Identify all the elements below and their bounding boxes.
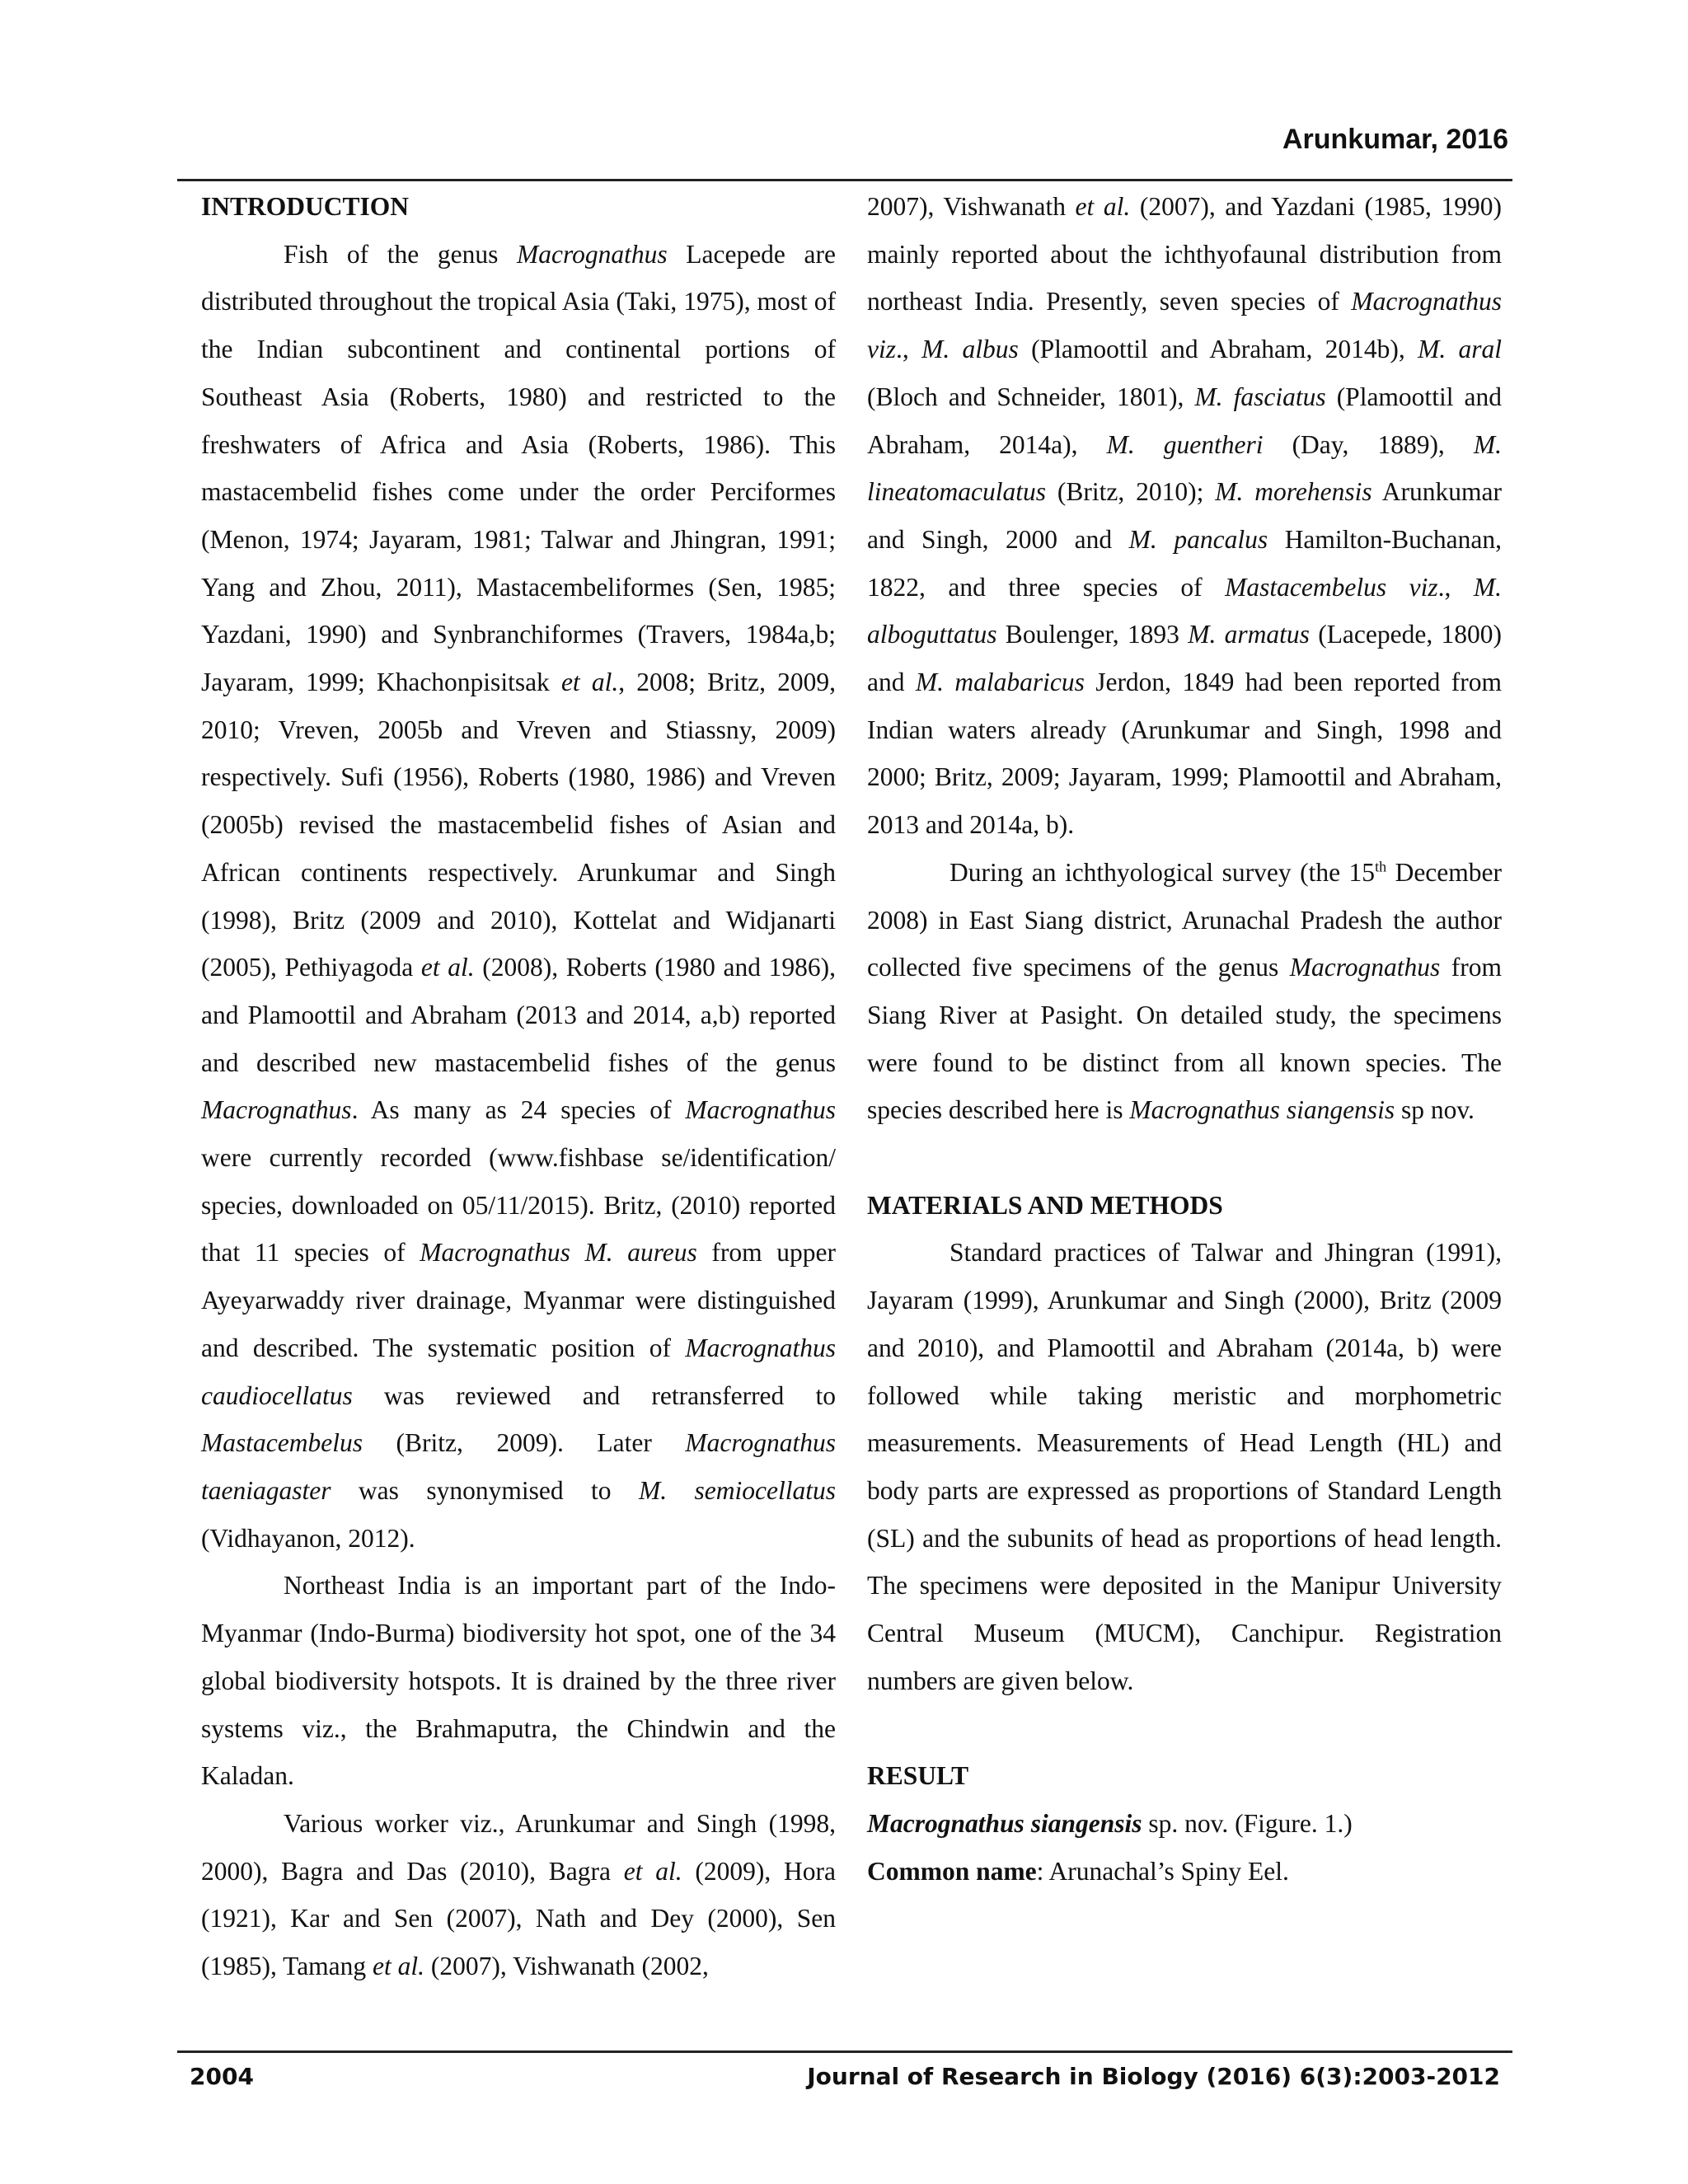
intro-paragraph-4: During an ichthyological survey (the 15th December 2008) in East Siang district, Arunachal Pradesh the author collected five specimens of the genus Macrognathus from Siang River at Pasight. On detailed study, the specimens were found to be distinct from all known species. The species described here is Macrognathus siangensis sp nov.	[867, 857, 1502, 1125]
footer-rule	[177, 2050, 1512, 2053]
section-spacer	[867, 1704, 1502, 1752]
right-column	[867, 183, 1502, 1895]
materials-methods-heading: MATERIALS AND METHODS	[867, 1190, 1223, 1220]
header-rule	[177, 179, 1512, 181]
result-common-name-line: Common name: Arunachal’s Spiny Eel.	[867, 1856, 1289, 1886]
intro-paragraph-3: Various worker viz., Arunkumar and Singh (1998, 2000), Bagra and Das (2010), Bagra et al. (2009), Hora (1921), Kar and Sen (2007), Nath and Dey (2000), Sen (1985), Tamang et al. (2007), Vishwanath (2002,	[201, 1808, 836, 1981]
journal-citation: Journal of Research in Biology (2016) 6(3):2003-2012	[807, 2063, 1500, 2090]
section-spacer	[867, 1134, 1502, 1182]
result-heading: RESULT	[867, 1761, 969, 1791]
intro-paragraph-2: Northeast India is an important part of the Indo-Myanmar (Indo-Burma) biodiversity hot spot, one of the 34 global biodiversity hotspots. It is drained by the three river systems viz., the Brahmaputra, the Chindwin and the Kaladan.	[201, 1571, 836, 1791]
running-header-author: Arunkumar, 2016	[1282, 124, 1508, 155]
result-species-line: Macrognathus siangensis sp. nov. (Figure. 1.)	[867, 1808, 1353, 1838]
methods-paragraph: Standard practices of Talwar and Jhingran (1991), Jayaram (1999), Arunkumar and Singh (2000), Britz (2009 and 2010), and Plamoottil and Abraham (2014a, b) were followed while taking meristic and morphometric measurements. Measurements of Head Length (HL) and body parts are expressed as proportions of Standard Length (SL) and the subunits of head as proportions of head length. The specimens were deposited in the Manipur University Central Museum (MUCM), Canchipur. Registration numbers are given below.	[867, 1238, 1502, 1695]
introduction-heading: INTRODUCTION	[201, 192, 410, 221]
intro-paragraph-3-continued: 2007), Vishwanath et al. (2007), and Yazdani (1985, 1990) mainly reported about the ichthyofaunal distribution from northeast India. Presently, seven species of Macrognathus viz., M. albus (Plamoottil and Abraham, 2014b), M. aral (Bloch and Schneider, 1801), M. fasciatus (Plamoottil and Abraham, 2014a), M. guentheri (Day, 1889), M. lineatomaculatus (Britz, 2010); M. morehensis Arunkumar and Singh, 2000 and M. pancalus Hamilton-Buchanan, 1822, and three species of Mastacembelus viz., M. alboguttatus Boulenger, 1893 M. armatus (Lacepede, 1800) and M. malabaricus Jerdon, 1849 had been reported from Indian waters already (Arunkumar and Singh, 1998 and 2000; Britz, 2009; Jayaram, 1999; Plamoottil and Abraham, 2013 and 2014a, b).	[867, 192, 1503, 840]
left-column	[201, 183, 836, 1990]
page-number: 2004	[190, 2063, 254, 2090]
intro-paragraph-1: Fish of the genus Macrognathus Lacepede are distributed throughout the tropical Asia (Taki, 1975), most of the Indian subcontinent and continental portions of Southeast Asia (Roberts, 1980) and restricted to the freshwaters of Africa and Asia (Roberts, 1986). This mastacembelid fishes come under the order Perciformes (Menon, 1974; Jayaram, 1981; Talwar and Jhingran, 1991; Yang and Zhou, 2011), Mastacembeliformes (Sen, 1985; Yazdani, 1990) and Synbranchiformes (Travers, 1984a,b; Jayaram, 1999; Khachonpisitsak et al., 2008; Britz, 2009, 2010; Vreven, 2005b and Vreven and Stiassny, 2009) respectively. Sufi (1956), Roberts (1980, 1986) and Vreven (2005b) revised the mastacembelid fishes of Asian and African continents respectively. Arunkumar and Singh (1998), Britz (2009 and 2010), Kottelat and Widjanarti (2005), Pethiyagoda et al. (2008), Roberts (1980 and 1986), and Plamoottil and Abraham (2013 and 2014, a,b) reported and described new mastacembelid fishes of the genus Macrognathus. As many as 24 species of Macrognathus were currently recorded (www.fishbase se/identification/ species, downloaded on 05/11/2015). Britz, (2010) reported that 11 species of Macrognathus M. aureus from upper Ayeyarwaddy river drainage, Myanmar were distinguished and described. The systematic position of Macrognathus caudiocellatus was reviewed and retransferred to Mastacembelus (Britz, 2009). Later Macrognathus taeniagaster was synonymised to M. semiocellatus (Vidhayanon, 2012).	[201, 239, 836, 1553]
